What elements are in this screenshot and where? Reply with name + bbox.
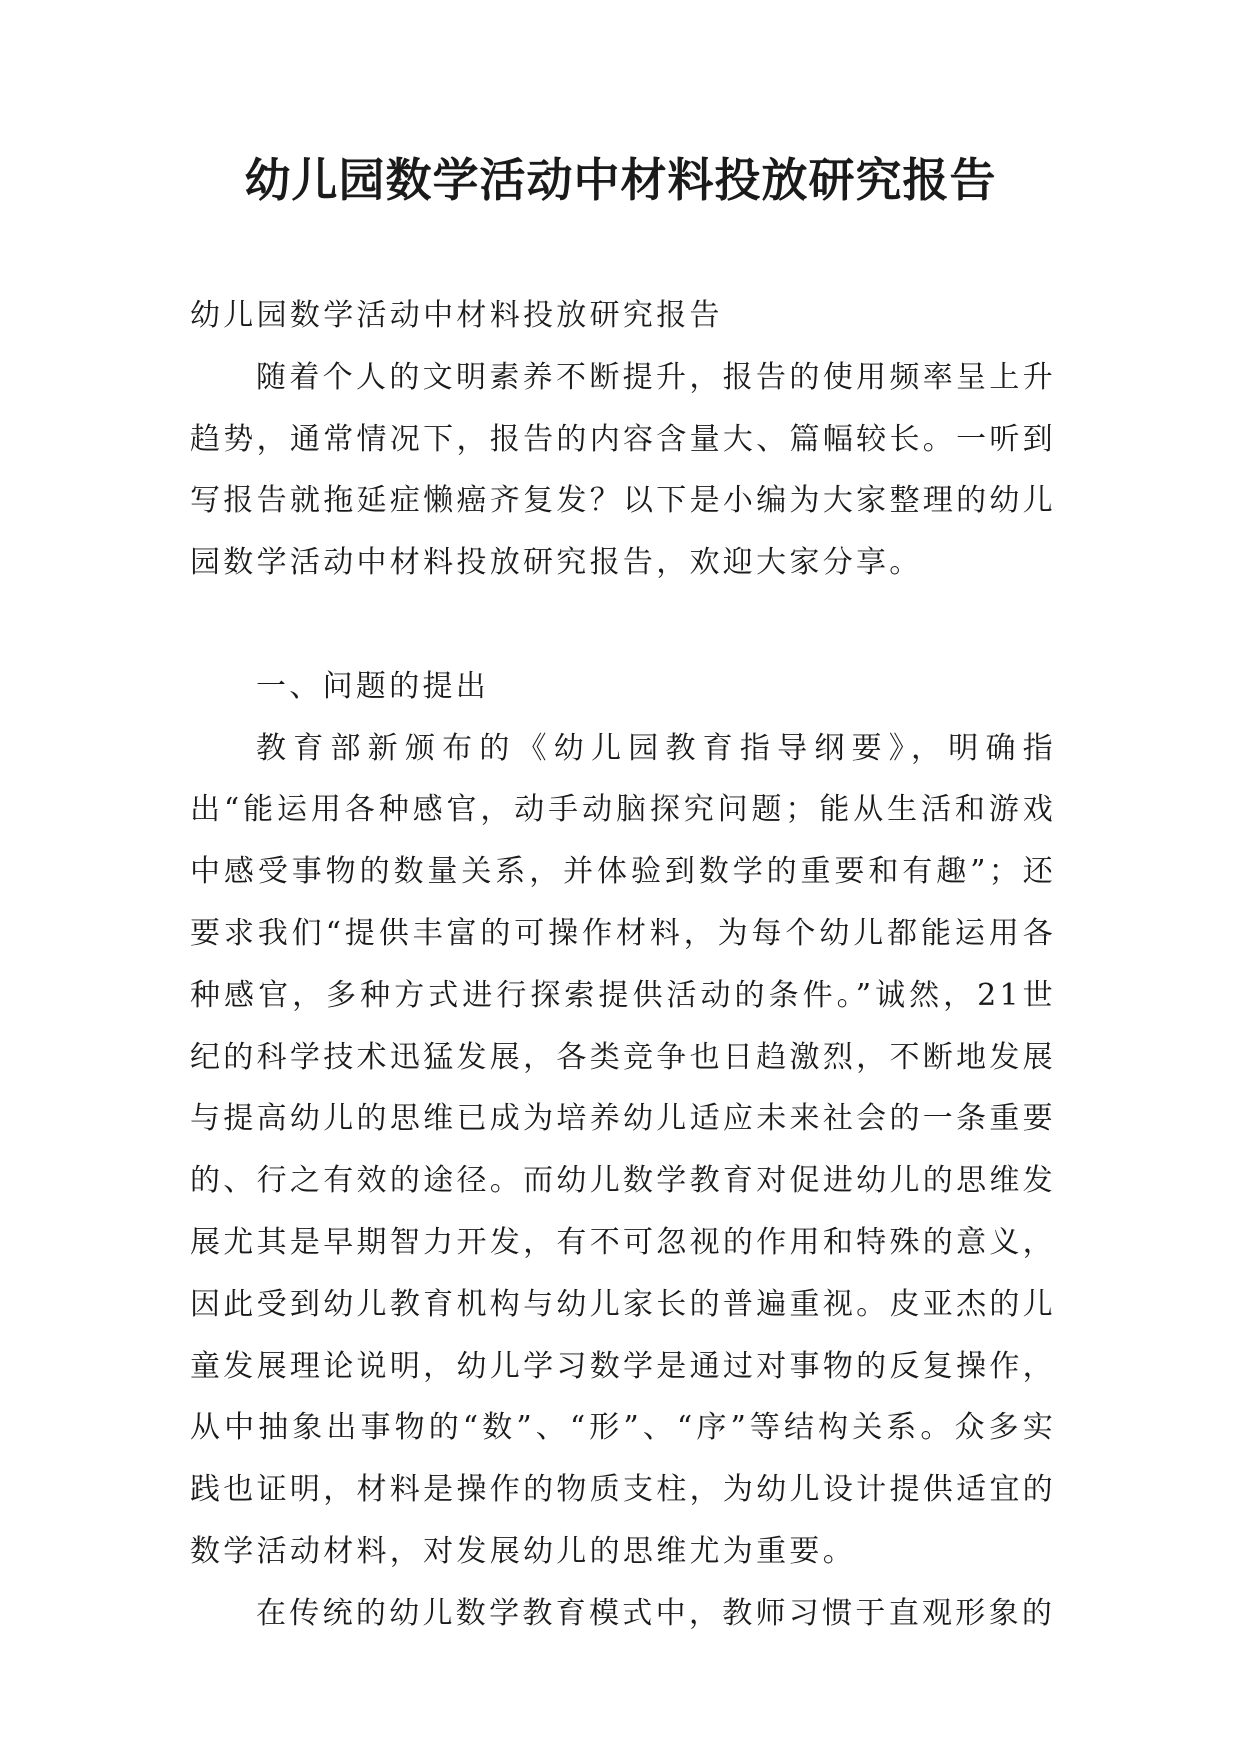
section-heading: 一、问题的提出 — [256, 668, 490, 704]
blank-line — [190, 594, 1056, 656]
body-paragraph-continued: 在传统的幼儿数学教育模式中，教师习惯于直观形象的 — [256, 1595, 1056, 1631]
document-title: 幼儿园数学活动中材料投放研究报告 — [244, 153, 997, 207]
body-paragraph: 教育部新颁布的《幼儿园教育指导纲要》，明确指出“能运用各种感官，动手动脑探究问题；能从生活和游戏中感受事物的数量关系，并体验到数学的重要和有趣”；还要求我们“提供丰富的可操作材料，为每个幼儿都能运用各种感官，多种方式进行探索提供活动的条件。”诚然，21世纪的科学技术迅猛发展，各类竞争也日趋激烈，不断地发展与提高幼儿的思维已成为培养幼儿适应未来社会的一条重要的、行之有效的途径。而幼儿数学教育对促进幼儿的思维发展尤其是早期智力开发，有不可忽视的作用和特殊的意义，因此受到幼儿教育机构与幼儿家长的普遍重视。皮亚杰的儿童发展理论说明，幼儿学习数学是通过对事物的反复操作，从中抽象出事物的“数”、“形”、“序”等结构关系。众多实践也证明，材料是操作的物质支柱，为幼儿设计提供适宜的数学活动材料，对发展幼儿的思维尤为重要。 — [190, 730, 1056, 1569]
document-body — [190, 285, 1056, 1645]
subtitle-paragraph: 幼儿园数学活动中材料投放研究报告 — [190, 298, 723, 333]
intro-paragraph: 随着个人的文明素养不断提升，报告的使用频率呈上升趋势，通常情况下，报告的内容含量大、篇幅较长。一听到写报告就拖延症懒癌齐复发？以下是小编为大家整理的幼儿园数学活动中材料投放研究报告，欢迎大家分享。 — [190, 359, 1056, 581]
